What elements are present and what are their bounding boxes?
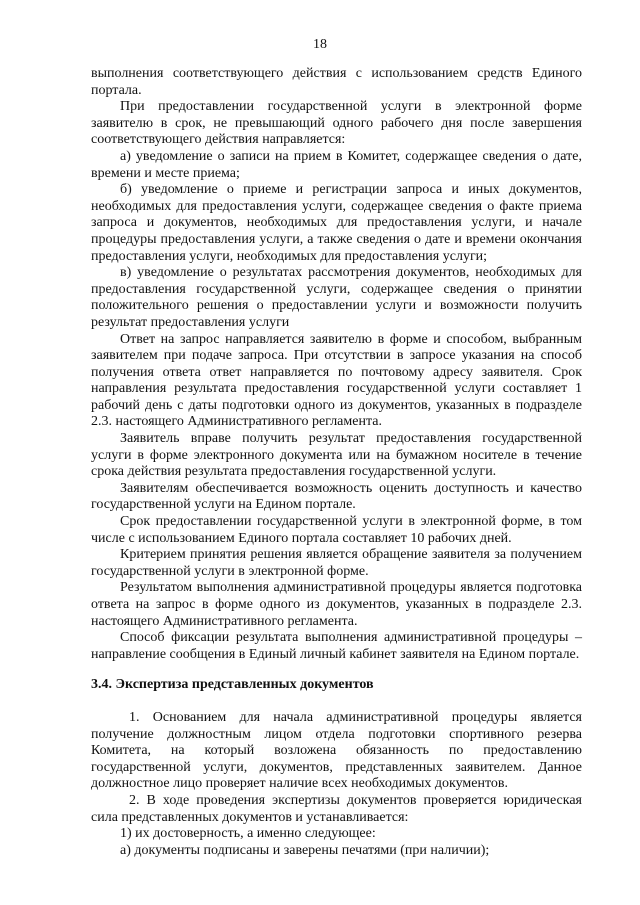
paragraph: 1. Основанием для начала административной процедуры является получение должностным лицом отдела подготовки спортивного резерва Комитета, на который возложена обязанность по предоставлению государственной услуги, документов, представленных заявителем. Данное должностное лицо проверяет наличие всех необходимых документов. — [91, 709, 582, 792]
list-item: 1) их достоверность, а именно следующее: — [120, 826, 376, 842]
paragraph: Заявитель вправе получить результат предоставления государственной услуги в форме электронного документа или на бумажном носителе в течение срока действия результата предоставления государственной услуги. — [91, 431, 582, 480]
list-item: б) уведомление о приеме и регистрации запроса и иных документов, необходимых для предоставления услуги, содержащее сведения о факте приема запроса и документов, необходимых для предоставления услуги, и начале процедуры предоставления услуги, а также сведения о дате и времени окончания предоставления услуги, необходимых для предоставления услуги; — [91, 182, 582, 264]
page-number: 18 — [313, 37, 327, 52]
paragraph: Способ фиксации результата выполнения административной процедуры – направление сообщения в Единый личный кабинет заявителя на Едином портале. — [91, 630, 582, 662]
paragraph: 2. В ходе проведения экспертизы документов проверяется юридическая сила представленных документов и устанавливается: — [91, 792, 582, 825]
list-item: а) уведомление о записи на прием в Комитет, содержащее сведения о дате, времени и месте приема; — [91, 148, 582, 181]
list-item: а) документы подписаны и заверены печатями (при наличии); — [120, 842, 490, 858]
paragraph: При предоставлении государственной услуги в электронной форме заявителю в срок, не превышающий одного рабочего дня после завершения соответствующего действия направляется: — [91, 99, 582, 148]
paragraph: Ответ на запрос направляется заявителю в форме и способом, выбранным заявителем при подаче запроса. При отсутствии в запросе указания на способ получения ответа ответ направляется по почтовому адресу заявителя. Срок направления результата предоставления государственной услуги составляет 1 рабочий день с даты подготовки одного из документов, указанных в подразделе 2.3. настоящего Административного регламента. — [91, 331, 582, 430]
paragraph: Срок предоставлении государственной услуги в электронной форме, в том числе с использованием Единого портала составляет 10 рабочих дней. — [91, 514, 582, 546]
section-heading: 3.4. Экспертиза представленных документов — [91, 677, 374, 693]
list-item: в) уведомление о результатах рассмотрения документов, необходимых для предоставления государственной услуги, содержащее сведения о принятии положительного решения о предоставлении услуги и возможности получить результат предоставления услуги — [91, 265, 582, 330]
paragraph: Критерием принятия решения является обращение заявителя за получением государственной услуги в электронной форме. — [91, 547, 582, 579]
paragraph: Результатом выполнения административной процедуры является подготовка ответа на запрос в форме одного из документов, указанных в подразделе 2.3. настоящего Административного регламента. — [91, 580, 582, 629]
paragraph: выполнения соответствующего действия с использованием средств Единого портала. — [91, 66, 582, 98]
document-body — [91, 66, 582, 859]
paragraph: Заявителям обеспечивается возможность оценить доступность и качество государственной услуги на Едином портале. — [91, 480, 582, 513]
